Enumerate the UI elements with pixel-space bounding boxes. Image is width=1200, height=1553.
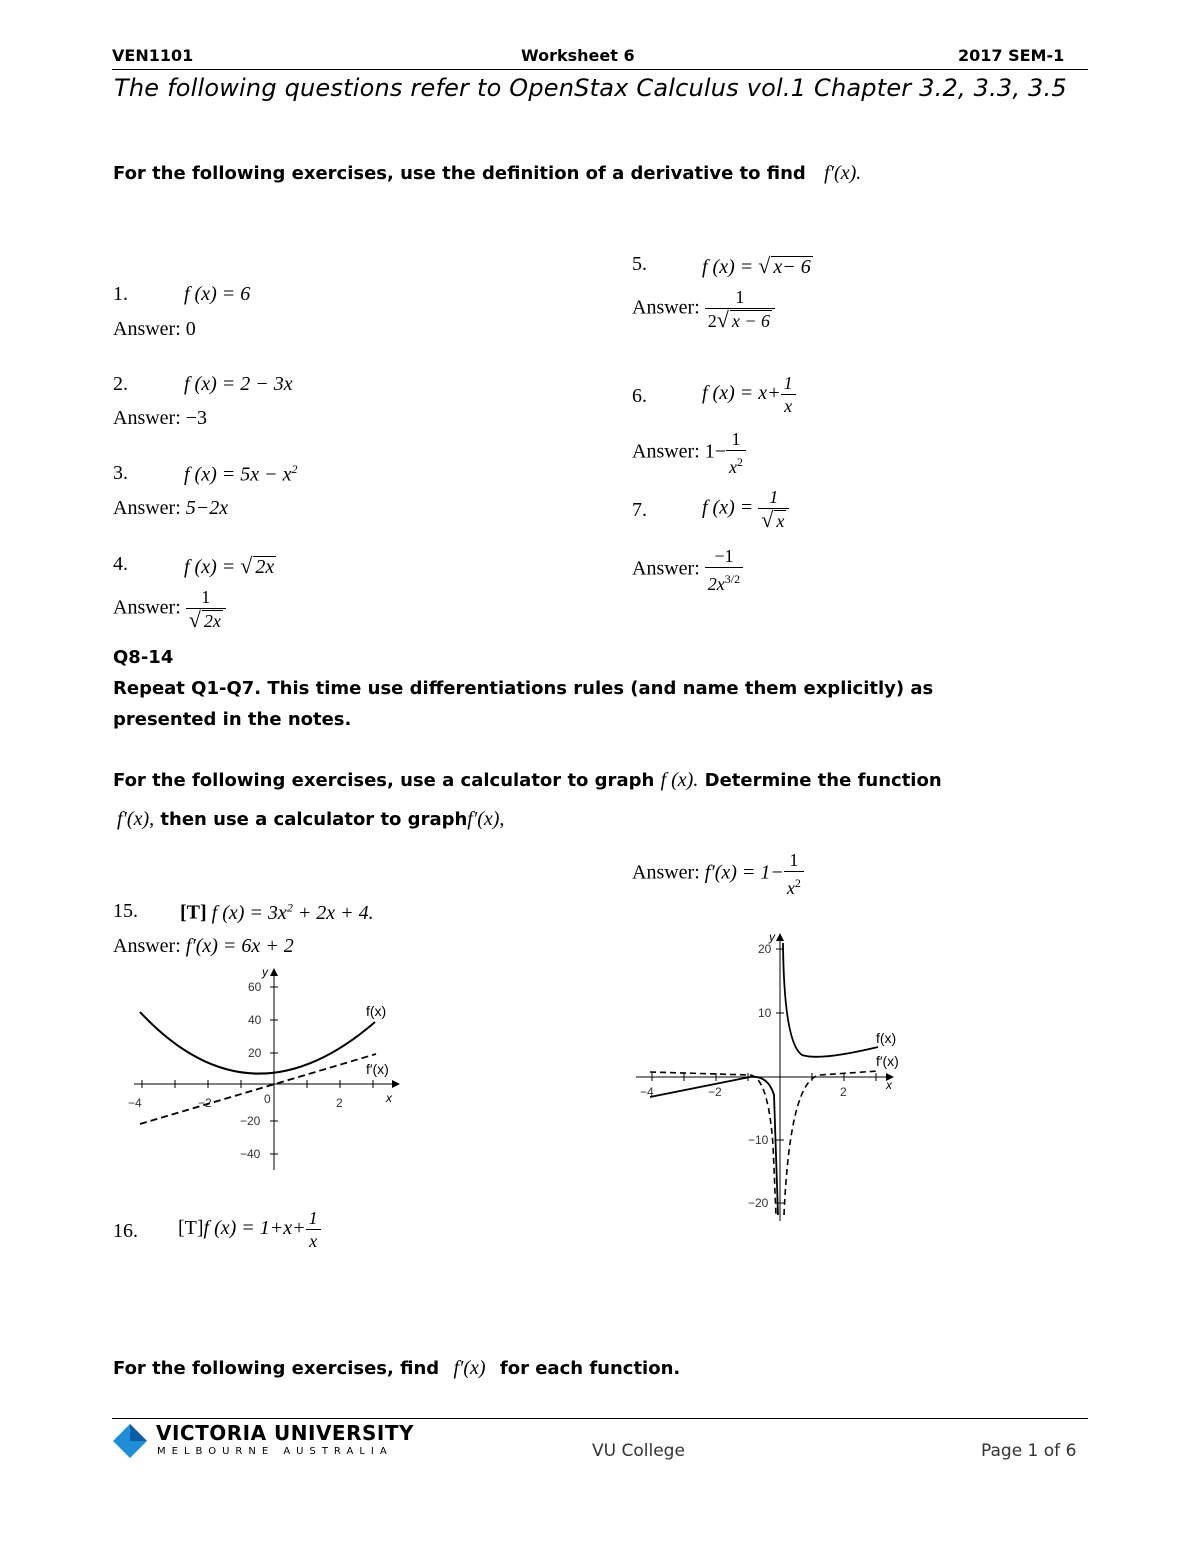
q7-function: f (x) = $\frac{1}{√ x}$ [702, 486, 789, 532]
graph1-ytick: 40 [248, 1013, 262, 1027]
graph2-fprime-label: f′(x) [876, 1053, 899, 1069]
graph1-x-label: x [386, 1091, 392, 1105]
vu-logo-icon [112, 1423, 148, 1459]
q16-answer: Answer: f′(x) = 1− $\frac{1}{x^2}$ [632, 849, 804, 899]
q1-answer: Answer: 0 [113, 318, 196, 340]
graph2-f-right [783, 943, 878, 1057]
q4-function: f (x) = √ 2x [184, 553, 275, 578]
graph2-ytick: −20 [748, 1196, 769, 1210]
q6-function: f (x) = x+ $\frac{1}{x}$ [702, 372, 796, 417]
graph1-x-arrow [392, 1080, 400, 1088]
worksheet-title: Worksheet 6 [521, 46, 635, 65]
graph2-x-label: x [886, 1078, 892, 1092]
footer-page: Page 1 of 6 [981, 1441, 1077, 1461]
q3-number: 3. [113, 462, 128, 484]
q2-number: 2. [113, 373, 128, 395]
semester: 2017 SEM-1 [958, 46, 1065, 65]
header-rule [112, 69, 1088, 70]
q15-answer: Answer: f′(x) = 6x + 2 [113, 935, 294, 957]
q7-answer: Answer: $\frac{-1}{2x^{3/2}}$ [632, 545, 743, 595]
graph1-f-label: f(x) [366, 1003, 387, 1019]
q5-number: 5. [632, 253, 647, 275]
footer-center: VU College [592, 1441, 685, 1461]
graph2-f-label: f(x) [876, 1030, 897, 1046]
graph2-fprime-right [784, 1071, 878, 1215]
section2-line1: Repeat Q1-Q7. This time use differentiations rules (and name them explicitly) as [113, 678, 934, 699]
q1-number: 1. [113, 283, 128, 305]
section1-target: f′(x). [824, 162, 862, 184]
graph1-xtick: −2 [198, 1096, 212, 1110]
q6-answer: Answer: 1− $\frac{1}{x^2}$ [632, 428, 746, 478]
q4-answer: Answer: $\frac{1}{√ 2x}$ [113, 586, 226, 632]
q6-number: 6. [632, 385, 647, 407]
vu-logo-sub: MELBOURNE AUSTRALIA [157, 1446, 393, 1457]
graph1-ytick: 60 [248, 980, 262, 994]
graph2-xtick: −4 [640, 1085, 654, 1099]
q16-function: [T]f (x) = 1+x+ $\frac{1}{x}$ [178, 1207, 321, 1252]
graph1-y-arrow [270, 968, 278, 976]
graph2-xtick: −2 [708, 1085, 722, 1099]
graph2-ytick: −10 [748, 1133, 769, 1147]
q16-number: 16. [113, 1220, 138, 1242]
section2-title: Q8-14 [113, 647, 174, 668]
footer-rule [112, 1418, 1088, 1419]
q1-function: f (x) = 6 [184, 283, 251, 305]
graph1-xtick: 0 [264, 1092, 271, 1106]
section4-instruction: For the following exercises, find f′(x) for each function. [113, 1357, 681, 1379]
q2-answer: Answer: −3 [113, 407, 208, 429]
course-code: VEN1101 [112, 46, 194, 65]
graph1-ytick: 20 [248, 1046, 262, 1060]
section3-line1: For the following exercises, use a calculator to graph f (x). Determine the function [113, 769, 942, 791]
graph2-xtick: 2 [840, 1085, 847, 1099]
subtitle: The following questions refer to OpenStax Calculus vol.1 Chapter 3.2, 3.3, 3.5 [114, 74, 1067, 102]
graph2-ytick: 10 [758, 1006, 772, 1020]
graph1-xtick: −4 [128, 1096, 142, 1110]
graph2 [630, 925, 910, 1225]
q5-answer: Answer: $\frac{1}{2√ x - 6}$ [632, 286, 775, 332]
vu-logo-main: VICTORIA UNIVERSITY [156, 1421, 414, 1445]
graph1-fprime-label: f′(x) [366, 1061, 389, 1077]
graph1-y-label: y [262, 965, 268, 979]
graph1 [120, 960, 410, 1180]
q3-answer: Answer: 5−2x [113, 497, 229, 519]
graph1-ytick: −20 [240, 1114, 261, 1128]
q15-number: 15. [113, 900, 138, 922]
q15-function: [T] f $(x) = 3x^2 + 2x + 4$. [180, 900, 374, 924]
graph1-ytick: −40 [240, 1147, 261, 1161]
q7-number: 7. [632, 499, 647, 521]
q5-function: f (x) = √ x− 6 [702, 253, 811, 278]
graph2-y-label: y [769, 930, 775, 944]
q2-function: f (x) = 2 − 3x [184, 373, 293, 395]
graph2-y-arrow [776, 933, 784, 941]
section1-instruction: For the following exercises, use the definition of a derivative to find f′(x). [113, 162, 862, 184]
section3-line2: f′(x), then use a calculator to graphf′(x), [117, 808, 505, 830]
q4-number: 4. [113, 553, 128, 575]
section2-line2: presented in the notes. [113, 709, 352, 730]
graph2-ytick: 20 [758, 942, 772, 956]
q3-function: f $(x) = 5x - x^2$ [184, 462, 298, 486]
graph1-xtick: 2 [336, 1096, 343, 1110]
